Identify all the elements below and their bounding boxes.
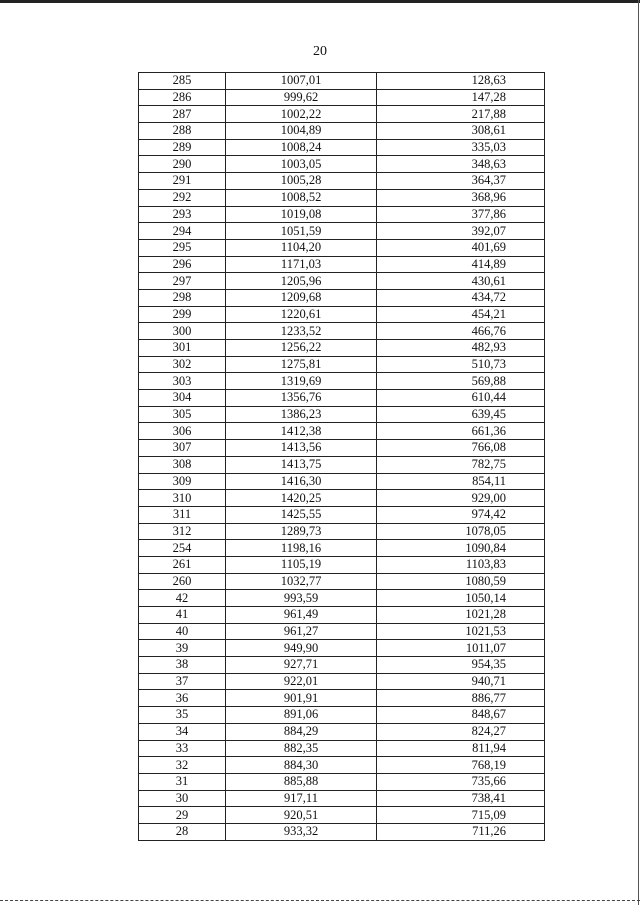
x-coordinate-cell: 1425,55 <box>226 506 377 523</box>
x-coordinate-cell: 1051,59 <box>226 223 377 240</box>
table-row <box>139 289 545 306</box>
table-row <box>139 256 545 273</box>
y-coordinate-cell: 569,88 <box>377 373 545 390</box>
point-number-cell: 29 <box>139 807 226 824</box>
table-row <box>139 773 545 790</box>
y-coordinate-cell: 401,69 <box>377 239 545 256</box>
table-row <box>139 323 545 340</box>
x-coordinate-cell: 917,11 <box>226 790 377 807</box>
y-coordinate-cell: 377,86 <box>377 206 545 223</box>
y-coordinate-cell: 348,63 <box>377 156 545 173</box>
y-coordinate-cell: 1103,83 <box>377 556 545 573</box>
point-number-cell: 307 <box>139 440 226 457</box>
x-coordinate-cell: 1413,75 <box>226 456 377 473</box>
table-row <box>139 790 545 807</box>
point-number-cell: 300 <box>139 323 226 340</box>
right-border-line <box>638 0 639 905</box>
y-coordinate-cell: 824,27 <box>377 723 545 740</box>
table-row <box>139 373 545 390</box>
x-coordinate-cell: 920,51 <box>226 807 377 824</box>
x-coordinate-cell: 1002,22 <box>226 106 377 123</box>
point-number-cell: 42 <box>139 590 226 607</box>
table-row <box>139 239 545 256</box>
point-number-cell: 304 <box>139 390 226 407</box>
table-row <box>139 807 545 824</box>
x-coordinate-cell: 1256,22 <box>226 340 377 357</box>
x-coordinate-cell: 1005,28 <box>226 173 377 190</box>
x-coordinate-cell: 1008,24 <box>226 139 377 156</box>
x-coordinate-cell: 1004,89 <box>226 123 377 140</box>
y-coordinate-cell: 482,93 <box>377 340 545 357</box>
point-number-cell: 311 <box>139 506 226 523</box>
y-coordinate-cell: 368,96 <box>377 189 545 206</box>
table-row <box>139 223 545 240</box>
x-coordinate-cell: 922,01 <box>226 673 377 690</box>
point-number-cell: 285 <box>139 73 226 90</box>
point-number-cell: 35 <box>139 707 226 724</box>
x-coordinate-cell: 961,27 <box>226 623 377 640</box>
table-row <box>139 89 545 106</box>
x-coordinate-cell: 885,88 <box>226 773 377 790</box>
x-coordinate-cell: 1233,52 <box>226 323 377 340</box>
table-row <box>139 306 545 323</box>
point-number-cell: 303 <box>139 373 226 390</box>
y-coordinate-cell: 811,94 <box>377 740 545 757</box>
y-coordinate-cell: 1090,84 <box>377 540 545 557</box>
point-number-cell: 293 <box>139 206 226 223</box>
table-row <box>139 340 545 357</box>
y-coordinate-cell: 1050,14 <box>377 590 545 607</box>
x-coordinate-cell: 1319,69 <box>226 373 377 390</box>
point-number-cell: 31 <box>139 773 226 790</box>
table-row <box>139 173 545 190</box>
table-row <box>139 523 545 540</box>
table-row <box>139 73 545 90</box>
point-number-cell: 39 <box>139 640 226 657</box>
top-border-line <box>0 0 640 3</box>
y-coordinate-cell: 308,61 <box>377 123 545 140</box>
x-coordinate-cell: 882,35 <box>226 740 377 757</box>
y-coordinate-cell: 392,07 <box>377 223 545 240</box>
point-number-cell: 289 <box>139 139 226 156</box>
x-coordinate-cell: 901,91 <box>226 690 377 707</box>
page-number: 20 <box>313 44 327 59</box>
point-number-cell: 30 <box>139 790 226 807</box>
point-number-cell: 295 <box>139 239 226 256</box>
y-coordinate-cell: 364,37 <box>377 173 545 190</box>
y-coordinate-cell: 466,76 <box>377 323 545 340</box>
table-row <box>139 657 545 674</box>
table-row <box>139 456 545 473</box>
y-coordinate-cell: 940,71 <box>377 673 545 690</box>
coordinates-table-body <box>139 73 545 841</box>
point-number-cell: 296 <box>139 256 226 273</box>
point-number-cell: 292 <box>139 189 226 206</box>
table-row <box>139 206 545 223</box>
y-coordinate-cell: 610,44 <box>377 390 545 407</box>
x-coordinate-cell: 1275,81 <box>226 356 377 373</box>
point-number-cell: 287 <box>139 106 226 123</box>
point-number-cell: 305 <box>139 406 226 423</box>
table-row <box>139 390 545 407</box>
point-number-cell: 302 <box>139 356 226 373</box>
x-coordinate-cell: 1420,25 <box>226 490 377 507</box>
x-coordinate-cell: 1019,08 <box>226 206 377 223</box>
table-row <box>139 607 545 624</box>
y-coordinate-cell: 335,03 <box>377 139 545 156</box>
y-coordinate-cell: 510,73 <box>377 356 545 373</box>
table-row <box>139 690 545 707</box>
x-coordinate-cell: 949,90 <box>226 640 377 657</box>
point-number-cell: 297 <box>139 273 226 290</box>
y-coordinate-cell: 929,00 <box>377 490 545 507</box>
y-coordinate-cell: 854,11 <box>377 473 545 490</box>
table-row <box>139 490 545 507</box>
coordinates-table <box>138 72 545 841</box>
x-coordinate-cell: 1105,19 <box>226 556 377 573</box>
point-number-cell: 34 <box>139 723 226 740</box>
point-number-cell: 261 <box>139 556 226 573</box>
table-row <box>139 556 545 573</box>
x-coordinate-cell: 1198,16 <box>226 540 377 557</box>
y-coordinate-cell: 954,35 <box>377 657 545 674</box>
y-coordinate-cell: 147,28 <box>377 89 545 106</box>
x-coordinate-cell: 961,49 <box>226 607 377 624</box>
x-coordinate-cell: 999,62 <box>226 89 377 106</box>
point-number-cell: 310 <box>139 490 226 507</box>
y-coordinate-cell: 430,61 <box>377 273 545 290</box>
y-coordinate-cell: 711,26 <box>377 823 545 840</box>
y-coordinate-cell: 782,75 <box>377 456 545 473</box>
x-coordinate-cell: 884,30 <box>226 757 377 774</box>
point-number-cell: 260 <box>139 573 226 590</box>
point-number-cell: 37 <box>139 673 226 690</box>
table-row <box>139 473 545 490</box>
point-number-cell: 41 <box>139 607 226 624</box>
point-number-cell: 33 <box>139 740 226 757</box>
x-coordinate-cell: 993,59 <box>226 590 377 607</box>
x-coordinate-cell: 1386,23 <box>226 406 377 423</box>
y-coordinate-cell: 434,72 <box>377 289 545 306</box>
table-row <box>139 406 545 423</box>
table-row <box>139 189 545 206</box>
x-coordinate-cell: 891,06 <box>226 707 377 724</box>
y-coordinate-cell: 886,77 <box>377 690 545 707</box>
table-row <box>139 440 545 457</box>
table-row <box>139 757 545 774</box>
x-coordinate-cell: 1032,77 <box>226 573 377 590</box>
point-number-cell: 32 <box>139 757 226 774</box>
table-row <box>139 590 545 607</box>
x-coordinate-cell: 1171,03 <box>226 256 377 273</box>
y-coordinate-cell: 1011,07 <box>377 640 545 657</box>
point-number-cell: 254 <box>139 540 226 557</box>
x-coordinate-cell: 1008,52 <box>226 189 377 206</box>
x-coordinate-cell: 933,32 <box>226 823 377 840</box>
point-number-cell: 308 <box>139 456 226 473</box>
y-coordinate-cell: 848,67 <box>377 707 545 724</box>
point-number-cell: 40 <box>139 623 226 640</box>
point-number-cell: 286 <box>139 89 226 106</box>
x-coordinate-cell: 1104,20 <box>226 239 377 256</box>
y-coordinate-cell: 735,66 <box>377 773 545 790</box>
point-number-cell: 301 <box>139 340 226 357</box>
x-coordinate-cell: 1356,76 <box>226 390 377 407</box>
y-coordinate-cell: 454,21 <box>377 306 545 323</box>
point-number-cell: 309 <box>139 473 226 490</box>
table-row <box>139 623 545 640</box>
point-number-cell: 294 <box>139 223 226 240</box>
table-row <box>139 423 545 440</box>
point-number-cell: 312 <box>139 523 226 540</box>
point-number-cell: 298 <box>139 289 226 306</box>
y-coordinate-cell: 1080,59 <box>377 573 545 590</box>
y-coordinate-cell: 738,41 <box>377 790 545 807</box>
table-row <box>139 139 545 156</box>
table-row <box>139 673 545 690</box>
table-row <box>139 273 545 290</box>
x-coordinate-cell: 1289,73 <box>226 523 377 540</box>
bottom-border-line <box>0 900 640 902</box>
table-row <box>139 356 545 373</box>
x-coordinate-cell: 1205,96 <box>226 273 377 290</box>
y-coordinate-cell: 974,42 <box>377 506 545 523</box>
table-row <box>139 506 545 523</box>
table-row <box>139 640 545 657</box>
y-coordinate-cell: 217,88 <box>377 106 545 123</box>
point-number-cell: 288 <box>139 123 226 140</box>
table-row <box>139 723 545 740</box>
point-number-cell: 38 <box>139 657 226 674</box>
table-row <box>139 156 545 173</box>
x-coordinate-cell: 1007,01 <box>226 73 377 90</box>
x-coordinate-cell: 1003,05 <box>226 156 377 173</box>
point-number-cell: 306 <box>139 423 226 440</box>
x-coordinate-cell: 1220,61 <box>226 306 377 323</box>
x-coordinate-cell: 1412,38 <box>226 423 377 440</box>
table-row <box>139 123 545 140</box>
y-coordinate-cell: 766,08 <box>377 440 545 457</box>
y-coordinate-cell: 1078,05 <box>377 523 545 540</box>
table-row <box>139 573 545 590</box>
table-row <box>139 707 545 724</box>
point-number-cell: 28 <box>139 823 226 840</box>
table-row <box>139 106 545 123</box>
x-coordinate-cell: 1413,56 <box>226 440 377 457</box>
y-coordinate-cell: 768,19 <box>377 757 545 774</box>
point-number-cell: 290 <box>139 156 226 173</box>
x-coordinate-cell: 927,71 <box>226 657 377 674</box>
point-number-cell: 299 <box>139 306 226 323</box>
y-coordinate-cell: 715,09 <box>377 807 545 824</box>
y-coordinate-cell: 661,36 <box>377 423 545 440</box>
x-coordinate-cell: 1416,30 <box>226 473 377 490</box>
point-number-cell: 36 <box>139 690 226 707</box>
y-coordinate-cell: 639,45 <box>377 406 545 423</box>
x-coordinate-cell: 884,29 <box>226 723 377 740</box>
table-row <box>139 540 545 557</box>
y-coordinate-cell: 128,63 <box>377 73 545 90</box>
y-coordinate-cell: 1021,28 <box>377 607 545 624</box>
table-row <box>139 740 545 757</box>
table-row <box>139 823 545 840</box>
y-coordinate-cell: 1021,53 <box>377 623 545 640</box>
point-number-cell: 291 <box>139 173 226 190</box>
x-coordinate-cell: 1209,68 <box>226 289 377 306</box>
y-coordinate-cell: 414,89 <box>377 256 545 273</box>
